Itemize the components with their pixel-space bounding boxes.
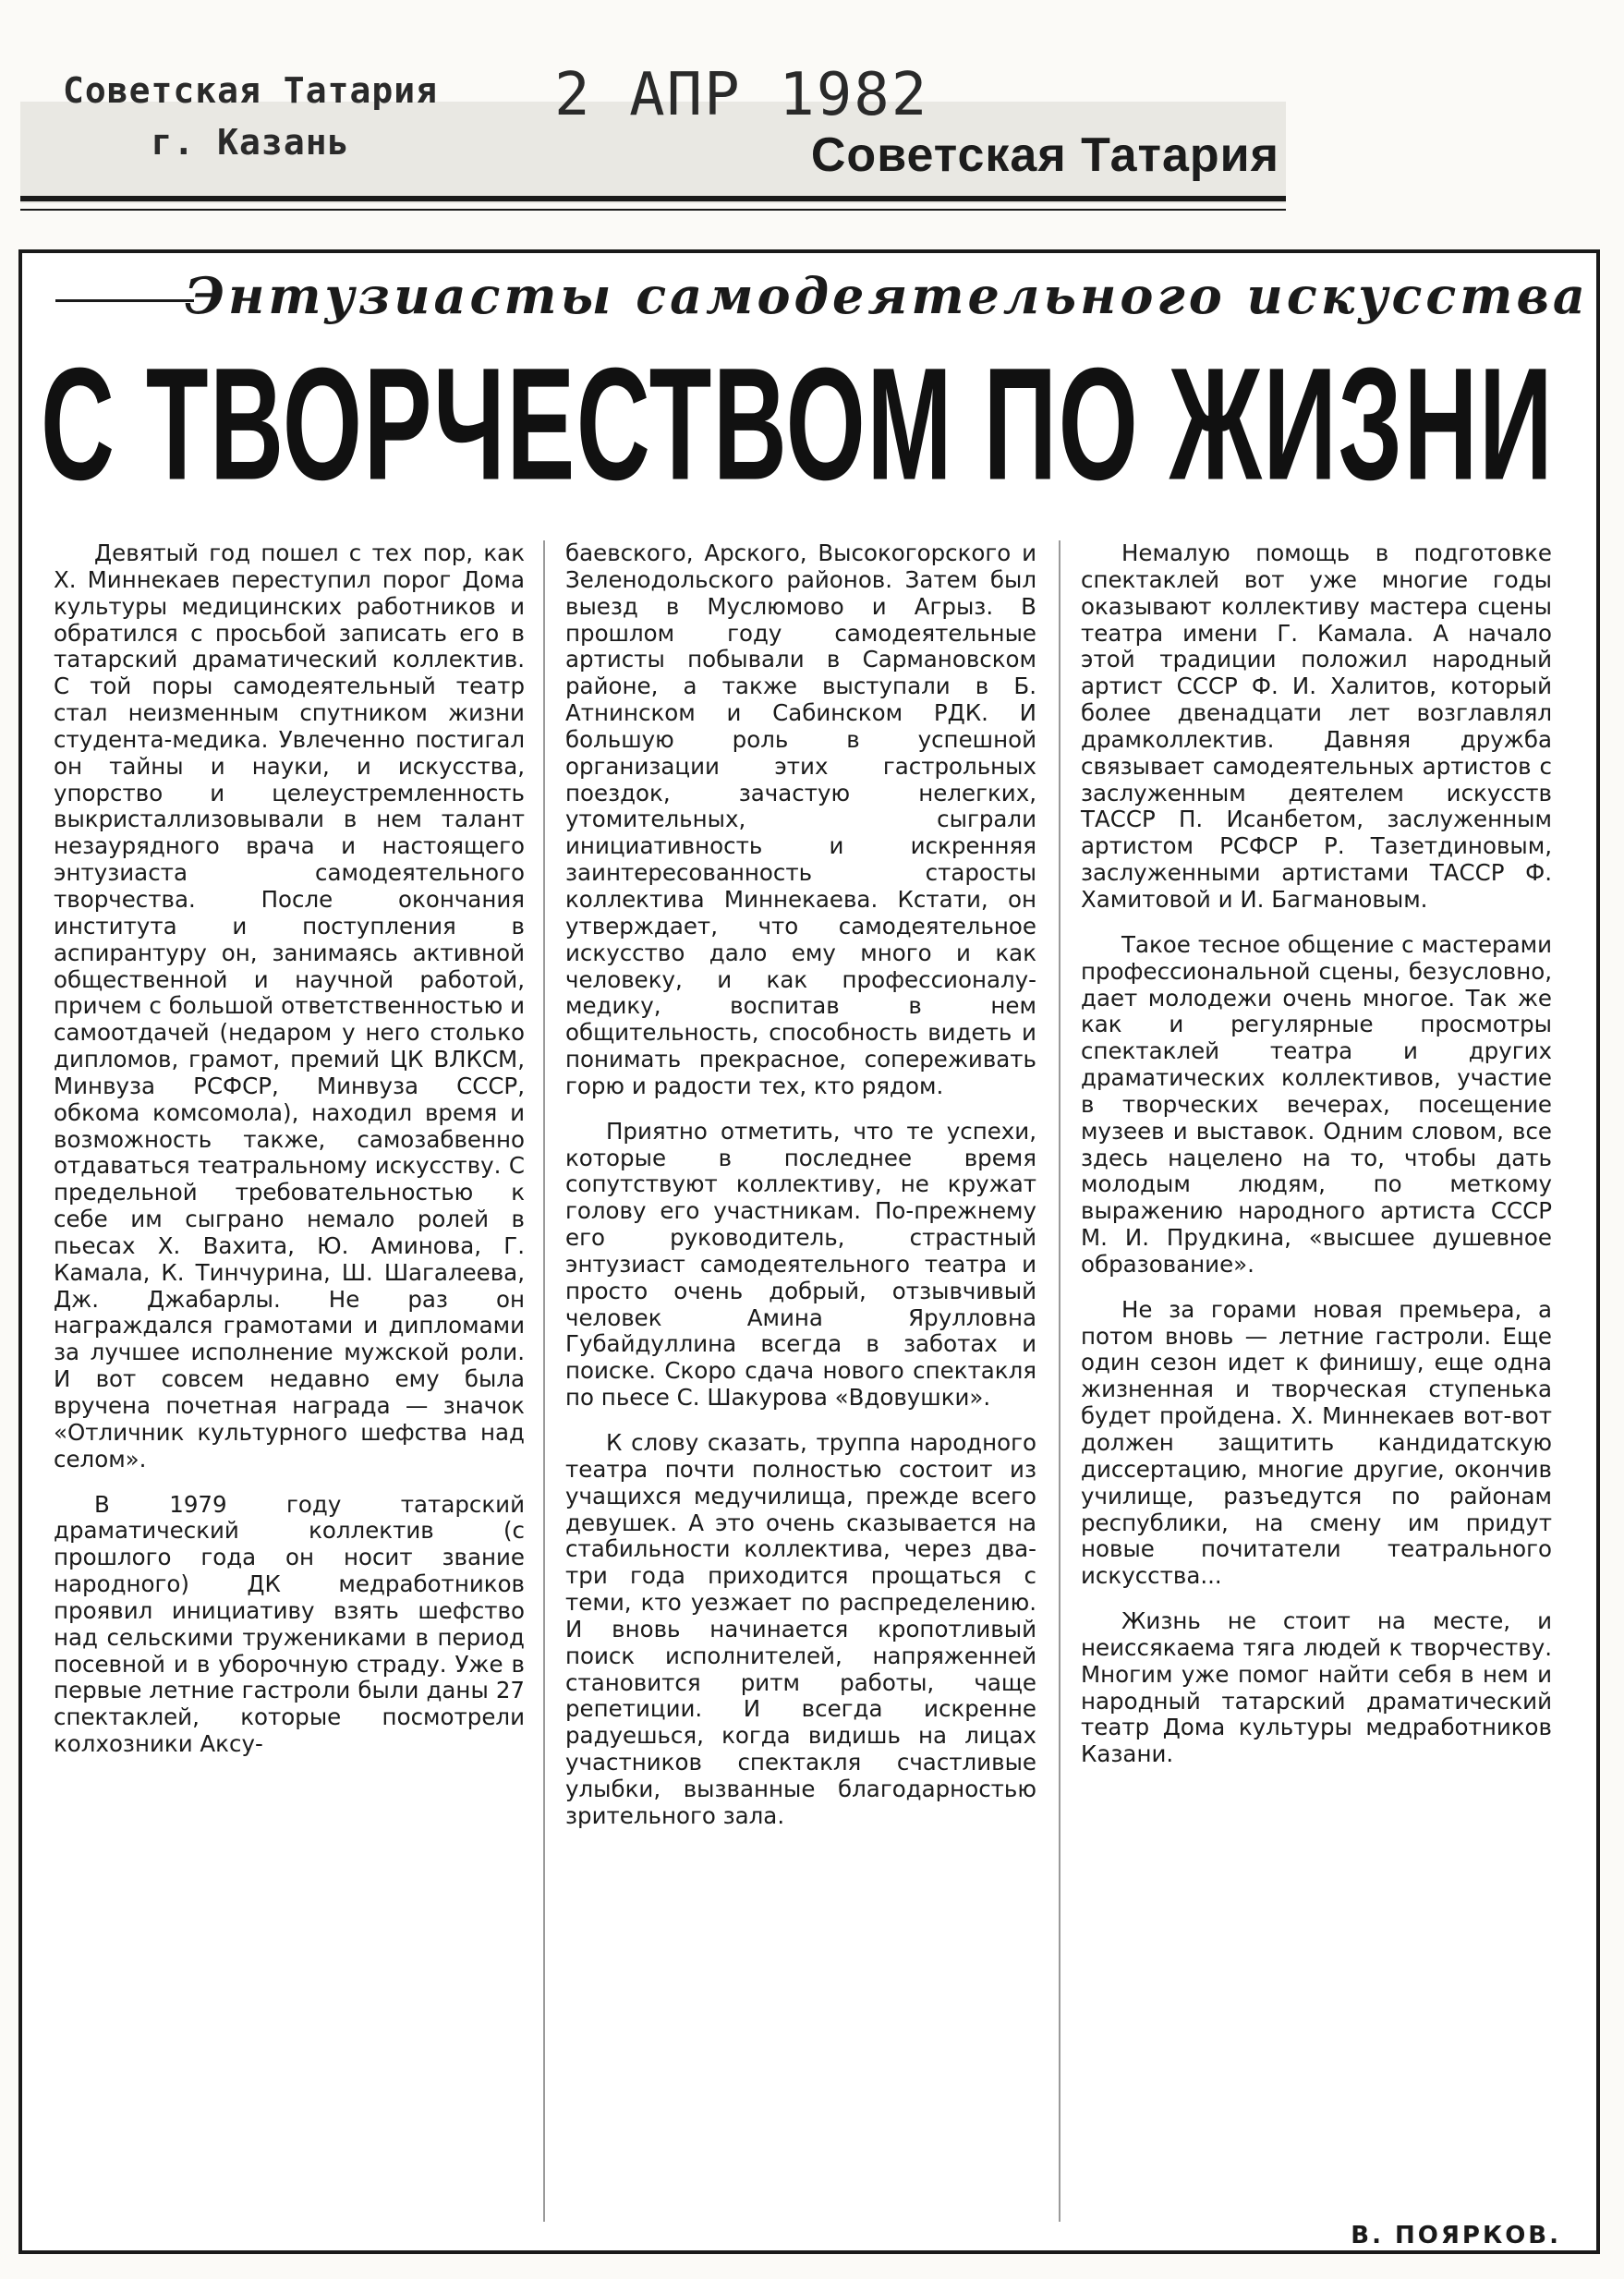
paragraph: В 1979 году татарский драматический коллектив (с прошлого года он носит звание народного) ДК медработников проявил инициативу взять шефство над сельскими тружениками в период посевной и в уборочную страду. Уже в первые летние гастроли были даны 27 спектаклей, которые посмотрели колхозники Аксу- (54, 1490, 525, 1758)
article-column-3 (1081, 540, 1552, 1787)
paragraph: баевского, Арского, Высокогорского и Зеленодольского районов. Затем был выезд в Муслюмово и Агрыз. В прошлом году самодеятельные артисты побывали в Сармановском районе, а также выступали в Б. Атнинском и Сабинском РДК. И большую роль в успешной организации этих гастрольных поездок, зачастую нелегких, утомительных, сыграли инициативность и искренняя заинтересованность старосты коллектива Миннекаева. Кстати, он утверждает, что самодеятельное искусство дало ему много и как человеку, и как профессионалу-медику, воспитав в нем общительность, способность видеть и понимать прекрасное, сопереживать горю и радости тех, кто рядом. (565, 539, 1036, 1099)
paragraph: Такое тесное общение с мастерами профессиональной сцены, безусловно, дает молодежи очень многое. Так же как и регулярные просмотры спектаклей театра и других драматических коллективов, участие в творческих вечерах, посещение музеев и выставок. Одним словом, все здесь нацелено на то, чтобы дать молодым людям, по меткому выражению народного артиста СССР М. И. Прудкина, «высшее душевное образование». (1081, 930, 1552, 1278)
rubric-rule (55, 299, 194, 302)
article-rubric: Энтузиасты самодеятельного искусства (185, 266, 1589, 325)
stamp-line-2: г. Казань (151, 122, 350, 163)
stamp-line-1: Советская Татария (63, 70, 438, 111)
paragraph: Девятый год пошел с тех пор, как Х. Миннекаев переступил порог Дома культуры медицинских работников и обратился с просьбой записать его в татарский драматический коллектив. С той поры самодеятельный театр стал неизменным спутником жизни студента-медика. Увлеченно постигал он тайны и науки, и искусства, упорство и целеустремленность выкристаллизовывали в нем талант незаурядного врача и настоящего энтузиаста самодеятельного творчества. После окончания института и поступления в аспирантуру он, занимаясь активной общественной и научной работой, причем с большой ответственностью и самоотдачей (недаром у него столько дипломов, грамот, премий ЦК ВЛКСМ, Минвуза РСФСР, Минвуза СССР, обкома комсомола), находил время и возможность также, самозабвенно отдаваться театральному искусству. С предельной требовательностью к себе им сыграно немало ролей в пьесах Х. Вахита, Ю. Аминова, Г. Камала, К. Тинчурина, Ш. Шагалеева, Дж. Джабарлы. Не раз он награждался грамотами и дипломами за лучшее исполнение мужской роли. И вот совсем недавно ему была вручена почетная награда — значок «Отличник культурного шефства над селом». (54, 539, 525, 1473)
masthead-rule-thin (20, 209, 1286, 211)
paragraph: Приятно отметить, что те успехи, которые в последнее время сопутствуют коллективу, не кружат голову его участникам. По-прежнему его руководитель, страстный энтузиаст самодеятельного театра и просто очень добрый, отзывчивый человек Амина Ярулловна Губайдуллина всегда в заботах и поиске. Скоро сдача нового спектакля по пьесе С. Шакурова «Вдовушки». (565, 1117, 1036, 1412)
paragraph: Не за горами новая премьера, а потом вновь — летние гастроли. Еще один сезон идет к финишу, еще одна жизненная и творческая ступенька будет пройдена. Х. Миннекаев вот-вот должен защитить кандидатскую диссертацию, многие другие, окончив училище, разъедутся по районам республики, на смену им придут новые почитатели театрального искусства... (1081, 1295, 1552, 1590)
masthead-rule (20, 196, 1286, 201)
author-signature: В. ПОЯРКОВ. (1351, 2222, 1561, 2249)
newspaper-masthead: Советская Татария (810, 128, 1279, 182)
date-stamp: 2 АПР 1982 (554, 61, 929, 129)
article-column-1 (54, 540, 525, 1776)
paragraph: К слову сказать, труппа народного театра почти полностью состоит из учащихся медучилища, прежде всего девушек. А это очень сказывается на стабильности коллектива, через два-три года приходится прощаться с теми, кто уезжает по распределению. И вновь начинается кропотливый поиск исполнителей, напряженней становится ритм работы, чаще репетиции. И всегда искренне радуешься, когда видишь на лицах участников спектакля счастливые улыбки, вызванные благодарностью зрительного зала. (565, 1429, 1036, 1829)
column-divider (1059, 540, 1060, 2222)
paragraph: Жизнь не стоит на месте, и неиссякаема тяга людей к творчеству. Многим уже помог найти себя в нем и народный татарский драматический театр Дома культуры медработников Казани. (1081, 1607, 1552, 1768)
column-divider (543, 540, 545, 2222)
article-headline: С ТВОРЧЕСТВОМ ПО ЖИЗНИ (41, 334, 1555, 515)
paragraph: Немалую помощь в подготовке спектаклей вот уже многие годы оказывают коллективу мастера сцены театра имени Г. Камала. А начало этой традиции положил народный артист СССР Ф. И. Халитов, который более двенадцати лет возглавлял драмколлектив. Давняя дружба связывает самодеятельных артистов с заслуженным деятелем искусств ТАССР П. Исанбетом, заслуженным артистом РСФСР Р. Тазетдиновым, заслуженными артистами ТАССР Ф. Хамитовой и И. Багмановым. (1081, 539, 1552, 913)
library-stamp (61, 65, 440, 176)
article-column-2 (565, 540, 1036, 1849)
